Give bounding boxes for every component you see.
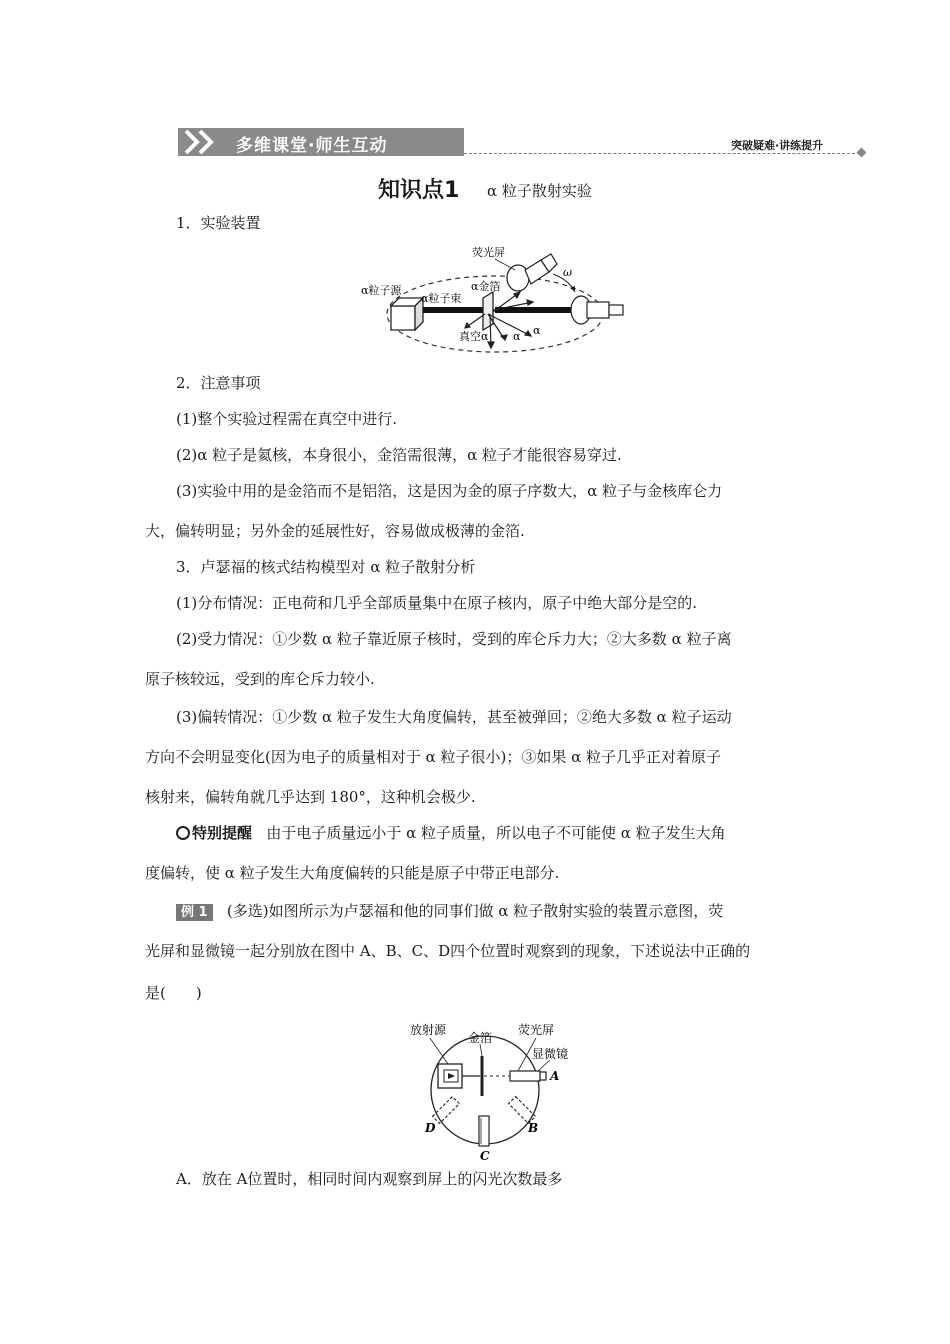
section3-p2-line2: 原子核较远，受到的库仑斥力较小.	[145, 670, 375, 688]
banner-rule	[464, 153, 860, 154]
label-alpha-source: α粒子源	[361, 284, 402, 297]
chevron-double-icon	[180, 128, 228, 156]
label-alpha-3: α	[533, 324, 541, 337]
example-text1: (多选)如图所示为卢瑟福和他的同事们做 α 粒子散射实验的装置示意图，荧	[226, 902, 724, 920]
label-fluorescent-screen: 荧光屏	[472, 246, 505, 259]
banner-subtitle: 突破疑难·讲练提升	[731, 139, 824, 152]
section2-p3-line1: (3)实验中用的是金箔而不是铝箔，这是因为金的原子序数大，α 粒子与金核库仑力	[176, 482, 723, 500]
knowledge-point-subtitle: α 粒子散射实验	[487, 182, 592, 200]
tip-text1: 由于电子质量远小于 α 粒子质量，所以电子不可能使 α 粒子发生大角	[266, 824, 726, 842]
label-omega: ω	[563, 266, 572, 279]
label-gold-foil-2: 金箔	[468, 1031, 493, 1045]
label-alpha-beam: α粒子束	[421, 292, 462, 305]
knowledge-point-title: 知识点1	[378, 178, 460, 203]
example-badge: 例 1	[176, 904, 213, 921]
example-line3: 是( )	[145, 984, 202, 1002]
section2-p1: (1)整个实验过程需在真空中进行.	[176, 410, 398, 428]
smiley-icon	[176, 826, 190, 840]
label-pos-c: C	[480, 1149, 490, 1163]
label-pos-b: B	[528, 1121, 539, 1135]
section3-p1: (1)分布情况：正电荷和几乎全部质量集中在原子核内，原子中绝大部分是空的.	[176, 594, 698, 612]
tip-label: 特别提醒	[192, 824, 253, 842]
section3-p2-line1: (2)受力情况：①少数 α 粒子靠近原子核时，受到的库仑斥力大；②大多数 α 粒子离	[176, 630, 732, 648]
label-alpha-2: α	[513, 330, 521, 343]
banner-title: 多维课堂·师生互动	[236, 136, 388, 156]
section2-p2: (2)α 粒子是氦核，本身很小，金箔需很薄，α 粒子才能很容易穿过.	[176, 446, 622, 464]
example-line2: 光屏和显微镜一起分别放在图中 A、B、C、D四个位置时观察到的现象，下述说法中正确的	[145, 942, 751, 960]
example-line1	[176, 900, 723, 922]
section2-p3-line2: 大，偏转明显；另外金的延展性好，容易做成极薄的金箔.	[145, 522, 525, 540]
tip-line2: 度偏转，使 α 粒子发生大角度偏转的只能是原子中带正电部分.	[145, 864, 560, 882]
label-pos-d: D	[425, 1121, 436, 1135]
section1-heading: 1．实验装置	[176, 214, 261, 232]
abcd-figure	[400, 1018, 590, 1163]
section2-heading: 2．注意事项	[176, 374, 261, 392]
section3-p3-line2: 方向不会明显变化(因为电子的质量相对于 α 粒子很小)；③如果 α 粒子几乎正对着原子	[145, 748, 722, 766]
option-a: A．放在 A位置时，相同时间内观察到屏上的闪光次数最多	[176, 1170, 563, 1188]
section3-p3-line1: (3)偏转情况：①少数 α 粒子发生大角度偏转，甚至被弹回；②绝大多数 α 粒子运动	[176, 708, 732, 726]
apparatus-figure	[355, 240, 635, 365]
label-screen-2: 荧光屏	[518, 1023, 555, 1037]
label-vacuum: 真空	[459, 330, 481, 343]
section3-heading: 3．卢瑟福的核式结构模型对 α 粒子散射分析	[176, 558, 476, 576]
label-gold-foil: α金箔	[471, 280, 501, 293]
label-radiation-source: 放射源	[410, 1023, 447, 1037]
label-alpha-1: α	[481, 330, 489, 343]
label-pos-a: A	[550, 1069, 560, 1083]
tip-line1	[176, 822, 726, 844]
section3-p3-line3: 核射来，偏转角就几乎达到 180°，这种机会极少.	[145, 788, 476, 806]
diamond-icon	[857, 148, 867, 158]
label-microscope: 显微镜	[532, 1047, 569, 1061]
